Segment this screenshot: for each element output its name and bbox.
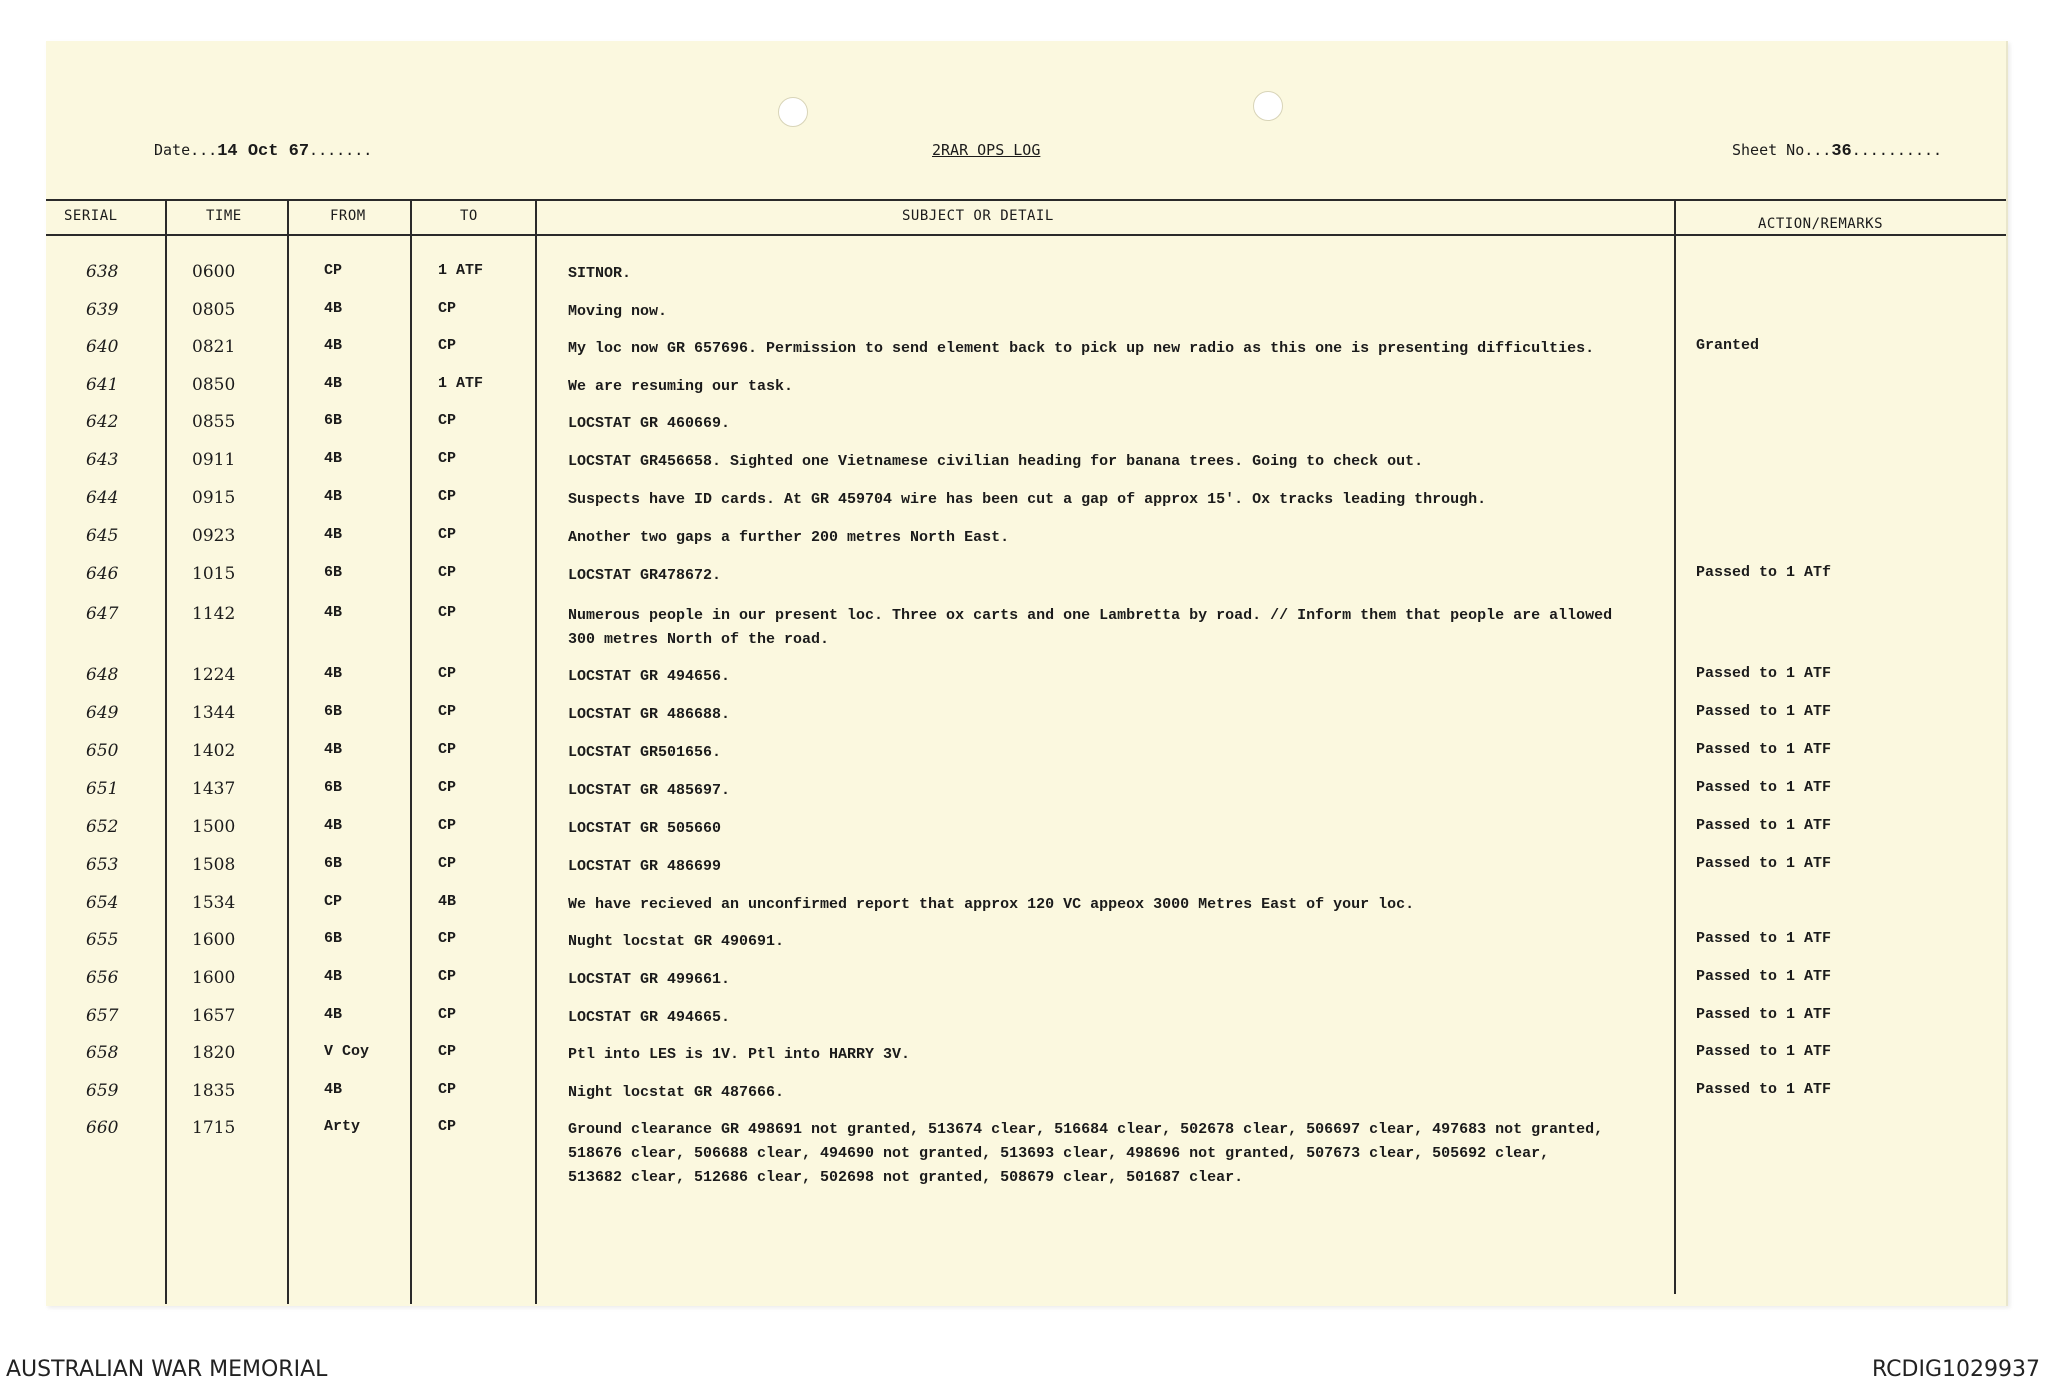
col-header-from: FROM	[330, 208, 366, 224]
time-cell: 1224	[192, 665, 236, 685]
column-divider	[535, 199, 537, 1304]
time-cell: 0915	[192, 488, 236, 508]
to-cell: CP	[438, 1118, 457, 1135]
detail-cell: LOCSTAT GR501656.	[568, 744, 722, 761]
time-cell: 1835	[192, 1081, 236, 1101]
time-cell: 1437	[192, 779, 236, 799]
to-cell: 1 ATF	[438, 375, 484, 392]
detail-cell: My loc now GR 657696. Permission to send element back to pick up new radio as this one is presenting difficulties.	[568, 340, 1595, 357]
from-cell: 4B	[324, 337, 343, 354]
column-divider	[165, 199, 167, 1304]
time-cell: 0850	[192, 375, 236, 395]
detail-cell: LOCSTAT GR478672.	[568, 567, 722, 584]
serial-cell: 655	[86, 930, 119, 950]
to-cell: CP	[438, 337, 457, 354]
detail-cell: LOCSTAT GR 494665.	[568, 1009, 731, 1026]
serial-cell: 659	[86, 1081, 119, 1101]
from-cell: 4B	[324, 665, 343, 682]
date-field	[154, 141, 372, 161]
action-cell: Passed to 1 ATF	[1696, 703, 1832, 720]
detail-cell: We are resuming our task.	[568, 378, 794, 395]
sheet-value: 36	[1831, 142, 1852, 161]
action-cell: Passed to 1 ATF	[1696, 1081, 1832, 1098]
sheet-number-field	[1732, 141, 1942, 161]
detail-cell: Nught locstat GR 490691.	[568, 933, 785, 950]
to-cell: CP	[438, 564, 457, 581]
col-header-action: ACTION/REMARKS	[1758, 216, 1884, 232]
serial-cell: 654	[86, 893, 119, 913]
time-cell: 1015	[192, 564, 236, 584]
detail-cell: LOCSTAT GR 505660	[568, 820, 722, 837]
serial-cell: 642	[86, 412, 119, 432]
from-cell: 4B	[324, 450, 343, 467]
to-cell: CP	[438, 1043, 457, 1060]
serial-cell: 657	[86, 1006, 119, 1026]
detail-cell: We have recieved an unconfirmed report that approx 120 VC appeox 3000 Metres East of your loc.	[568, 896, 1415, 913]
action-cell: Passed to 1 ATF	[1696, 930, 1832, 947]
to-cell: CP	[438, 412, 457, 429]
action-cell: Passed to 1 ATF	[1696, 779, 1832, 796]
time-cell: 1534	[192, 893, 236, 913]
time-cell: 0911	[192, 450, 236, 470]
to-cell: CP	[438, 930, 457, 947]
action-cell: Passed to 1 ATF	[1696, 1043, 1832, 1060]
from-cell: 4B	[324, 526, 343, 543]
footer-right: RCDIG1029937	[1871, 1357, 2040, 1382]
to-cell: 4B	[438, 893, 457, 910]
serial-cell: 641	[86, 375, 119, 395]
detail-cell: LOCSTAT GR 486699	[568, 858, 722, 875]
time-cell: 0821	[192, 337, 236, 357]
to-cell: CP	[438, 488, 457, 505]
from-cell: 4B	[324, 375, 343, 392]
from-cell: 4B	[324, 1081, 343, 1098]
detail-cell: Moving now.	[568, 303, 668, 320]
to-cell: CP	[438, 741, 457, 758]
punch-hole-left	[778, 97, 808, 127]
footer-left: AUSTRALIAN WAR MEMORIAL	[6, 1357, 328, 1382]
from-cell: 4B	[324, 741, 343, 758]
table-header-rule	[46, 234, 2006, 236]
col-header-time: TIME	[206, 208, 242, 224]
time-cell: 1600	[192, 930, 236, 950]
to-cell: CP	[438, 1081, 457, 1098]
from-cell: 4B	[324, 300, 343, 317]
time-cell: 1820	[192, 1043, 236, 1063]
serial-cell: 652	[86, 817, 119, 837]
log-title	[932, 141, 1040, 159]
to-cell: CP	[438, 526, 457, 543]
serial-cell: 647	[86, 604, 119, 624]
from-cell: 6B	[324, 930, 343, 947]
action-cell: Passed to 1 ATF	[1696, 855, 1832, 872]
time-cell: 0855	[192, 412, 236, 432]
serial-cell: 644	[86, 488, 119, 508]
from-cell: 4B	[324, 604, 343, 621]
detail-cell: LOCSTAT GR 494656.	[568, 668, 731, 685]
time-cell: 1600	[192, 968, 236, 988]
serial-cell: 643	[86, 450, 119, 470]
time-cell: 0805	[192, 300, 236, 320]
action-cell: Passed to 1 ATf	[1696, 564, 1832, 581]
action-cell: Passed to 1 ATF	[1696, 968, 1832, 985]
from-cell: 6B	[324, 855, 343, 872]
to-cell: 1 ATF	[438, 262, 484, 279]
time-cell: 1500	[192, 817, 236, 837]
detail-cell: LOCSTAT GR 460669.	[568, 415, 731, 432]
date-dots: .......	[309, 141, 373, 159]
from-cell: 6B	[324, 564, 343, 581]
time-cell: 0600	[192, 262, 236, 282]
action-cell: Passed to 1 ATF	[1696, 741, 1832, 758]
serial-cell: 658	[86, 1043, 119, 1063]
detail-cell: Ground clearance GR 498691 not granted, 513674 clear, 516684 clear, 502678 clear, 506697 clear, 497683 not granted, 518676 clear, 506688 clear, 494690 not granted, 513693 clear, 498696 not granted, 507673 clear, 505692 clear, 513682 clear, 512686 clear, 502698 not granted, 508679 clear, 501687 clear.	[568, 1121, 1604, 1186]
detail-cell: Night locstat GR 487666.	[568, 1084, 785, 1101]
action-cell: Granted	[1696, 337, 1760, 354]
sheet-label: Sheet No...	[1732, 141, 1832, 159]
serial-cell: 638	[86, 262, 119, 282]
from-cell: 4B	[324, 488, 343, 505]
detail-cell: Ptl into LES is 1V. Ptl into HARRY 3V.	[568, 1046, 911, 1063]
serial-cell: 656	[86, 968, 119, 988]
time-cell: 1142	[192, 604, 236, 624]
col-header-detail: SUBJECT OR DETAIL	[902, 208, 1054, 224]
to-cell: CP	[438, 300, 457, 317]
serial-cell: 649	[86, 703, 119, 723]
serial-cell: 639	[86, 300, 119, 320]
to-cell: CP	[438, 604, 457, 621]
time-cell: 1402	[192, 741, 236, 761]
from-cell: Arty	[324, 1118, 361, 1135]
serial-cell: 651	[86, 779, 119, 799]
column-divider	[410, 199, 412, 1304]
detail-cell: LOCSTAT GR 486688.	[568, 706, 731, 723]
column-divider	[287, 199, 289, 1304]
from-cell: 4B	[324, 817, 343, 834]
detail-cell: LOCSTAT GR456658. Sighted one Vietnamese civilian heading for banana trees. Going to check out.	[568, 453, 1424, 470]
sheet-dots: ..........	[1851, 141, 1943, 159]
time-cell: 1715	[192, 1118, 236, 1138]
to-cell: CP	[438, 968, 457, 985]
detail-cell: Numerous people in our present loc. Three ox carts and one Lambretta by road. // Inform them that people are allowed 300 metres North of the road.	[568, 607, 1613, 648]
time-cell: 1344	[192, 703, 236, 723]
serial-cell: 660	[86, 1118, 119, 1138]
table-top-rule	[46, 199, 2006, 201]
serial-cell: 645	[86, 526, 119, 546]
date-value: 14 Oct 67	[217, 142, 310, 161]
col-header-to: TO	[460, 208, 478, 224]
log-title-text: 2RAR OPS LOG	[932, 141, 1041, 159]
detail-cell: LOCSTAT GR 499661.	[568, 971, 731, 988]
time-cell: 0923	[192, 526, 236, 546]
detail-cell: SITNOR.	[568, 265, 632, 282]
serial-cell: 640	[86, 337, 119, 357]
from-cell: 6B	[324, 412, 343, 429]
to-cell: CP	[438, 665, 457, 682]
to-cell: CP	[438, 703, 457, 720]
detail-cell: LOCSTAT GR 485697.	[568, 782, 731, 799]
log-sheet	[46, 41, 2008, 1306]
serial-cell: 648	[86, 665, 119, 685]
col-header-serial: SERIAL	[64, 208, 118, 224]
to-cell: CP	[438, 855, 457, 872]
to-cell: CP	[438, 450, 457, 467]
serial-cell: 653	[86, 855, 119, 875]
from-cell: 4B	[324, 968, 343, 985]
punch-hole-right	[1253, 91, 1283, 121]
detail-cell: Another two gaps a further 200 metres North East.	[568, 529, 1010, 546]
from-cell: 6B	[324, 703, 343, 720]
from-cell: CP	[324, 262, 343, 279]
time-cell: 1657	[192, 1006, 236, 1026]
from-cell: V Coy	[324, 1043, 370, 1060]
serial-cell: 646	[86, 564, 119, 584]
date-label: Date...	[154, 141, 218, 159]
to-cell: CP	[438, 1006, 457, 1023]
detail-cell: Suspects have ID cards. At GR 459704 wire has been cut a gap of approx 15'. Ox tracks leading through.	[568, 491, 1487, 508]
from-cell: CP	[324, 893, 343, 910]
to-cell: CP	[438, 817, 457, 834]
from-cell: 4B	[324, 1006, 343, 1023]
to-cell: CP	[438, 779, 457, 796]
from-cell: 6B	[324, 779, 343, 796]
action-cell: Passed to 1 ATF	[1696, 1006, 1832, 1023]
time-cell: 1508	[192, 855, 236, 875]
action-cell: Passed to 1 ATF	[1696, 817, 1832, 834]
serial-cell: 650	[86, 741, 119, 761]
action-cell: Passed to 1 ATF	[1696, 665, 1832, 682]
